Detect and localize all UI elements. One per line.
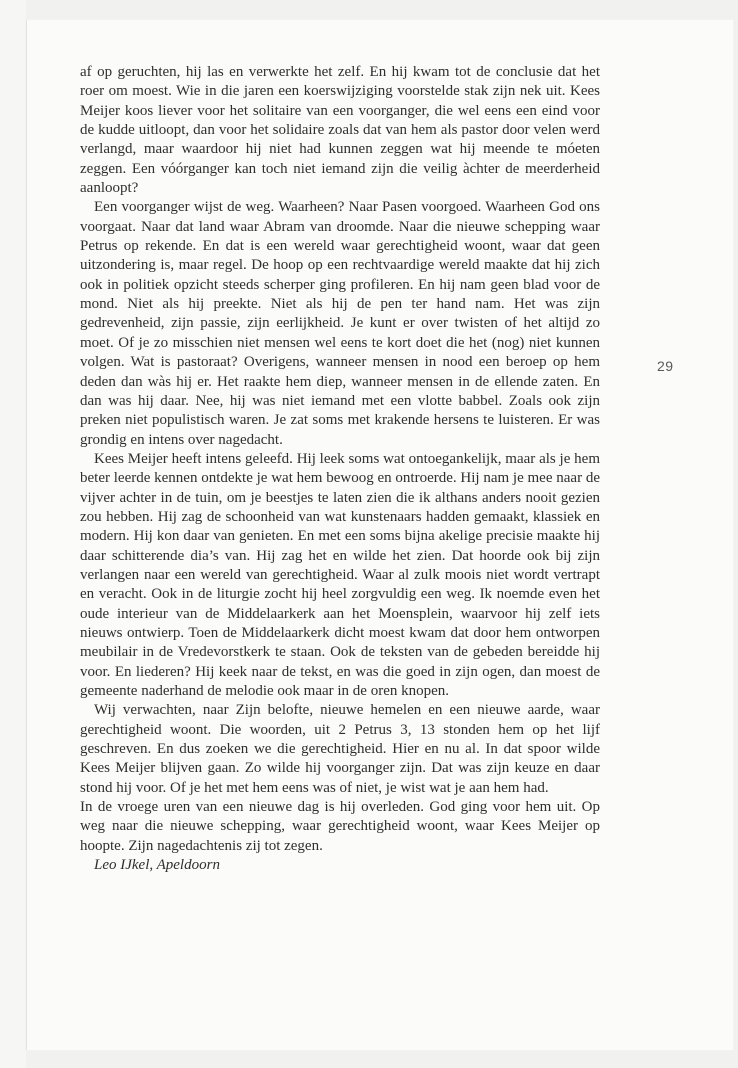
author-signature: Leo IJkel, Apeldoorn [94, 857, 220, 874]
paragraph-4: Wij verwachten, naar Zijn belofte, nieuwe hemelen en een nieuwe aarde, waar gerechtigheid woont. Die woorden, uit 2 Petrus 3, 13 stonden hem op het lijf geschreven. En dus zoeken we die gerechtigheid. Hier en nu al. In dat spoor wilde Kees Meijer blijven gaan. Zo wilde hij voorganger zijn. Dat was zijn keuze en daar stond hij voor. Of je het met hem eens was of niet, je wist wat je aan hem had. [80, 702, 600, 796]
body-text [80, 63, 600, 875]
paragraph-3: Kees Meijer heeft intens geleefd. Hij leek soms wat ontoegankelijk, maar als je hem beter leerde kennen ontdekte je wat hem bewoog en ontroerde. Hij nam je mee naar de vijver achter in de tuin, om je beestjes te laten zien die ik althans anders nooit gezien zou hebben. Hij zag de schoonheid van wat kunstenaars hadden gemaakt, klassiek en modern. Hij kon daar van genieten. En met een soms bijna akelige precisie maakte hij daar schitterende dia’s van. Hij zag het en wilde het zien. Dat hoorde ook bij zijn verlangen naar een wereld van gerechtigheid. Waar al zulk moois niet wordt vertrapt en veracht. Ook in de liturgie zocht hij heel zorgvuldig een weg. Ik noemde even het oude interieur van de Middelaarkerk aan het Moensplein, waarvoor hij zelf iets nieuws ontwierp. Toen de Middelaarkerk dicht moest kwam dat door hem ontworpen meubilair in de Vredevorstkerk te staan. Ook de teksten van de gebeden bereidde hij voor. En liederen? Hij keek naar de tekst, en was die goed in zijn ogen, dan moest de gemeente naderhand de melodie ook maar in de oren knopen. [80, 450, 600, 699]
paragraph-5: In de vroege uren van een nieuwe dag is hij overleden. God ging voor hem uit. Op weg naar die nieuwe schepping, waar gerechtigheid woont, waar Kees Meijer op hoopte. Zijn nagedachtenis zij tot zegen. [80, 799, 600, 854]
paragraph-1: af op geruchten, hij las en verwerkte het zelf. En hij kwam tot de conclusie dat het roer om moest. Wie in die jaren een koerswijziging voorstelde stak zijn nek uit. Kees Meijer koos liever voor het solitaire van een voorganger, die wel eens een eind voor de kudde uitloopt, dan voor het solidaire zoals dat van hem als pastor door velen werd verlangd, maar waardoor hij niet had kunnen zeggen wat hij meende te móeten zeggen. Een vóórganger kan toch niet iemand zijn die veilig àchter de meerderheid aanloopt? [80, 64, 600, 197]
paragraph-2: Een voorganger wijst de weg. Waarheen? Naar Pasen voorgoed. Waarheen God ons voorgaat. Naar dat land waar Abram van droomde. Naar die nieuwe schepping waar Petrus op rekende. En dat is een wereld waar gerechtigheid woont, waar dat geen uitzondering is, maar regel. De hoop op een rechtvaardige wereld maakte dat hij zich ook in politiek opzicht steeds scherper ging profileren. En hij nam geen blad voor de mond. Niet als hij preekte. Niet als hij de pen ter hand nam. Het was zijn gedrevenheid, zijn passie, zijn eerlijkheid. Je kunt er over twisten of het altijd zo moet. Of je zo misschien niet mensen wel eens te kort doet die het (nog) niet kunnen volgen. Wat is pastoraat? Overigens, wanneer mensen in nood een beroep op hem deden dan wàs hij er. Het raakte hem diep, wanneer mensen in de ellende zaten. En dan was hij daar. Nee, hij was niet iemand met een vlotte babbel. Zoals ook zijn preken niet populistisch waren. Je zat soms met krakende hersens te luisteren. Er was grondig en intens over nagedacht. [80, 199, 600, 448]
page-number: 29 [657, 358, 674, 374]
page-gutter [0, 0, 26, 1068]
